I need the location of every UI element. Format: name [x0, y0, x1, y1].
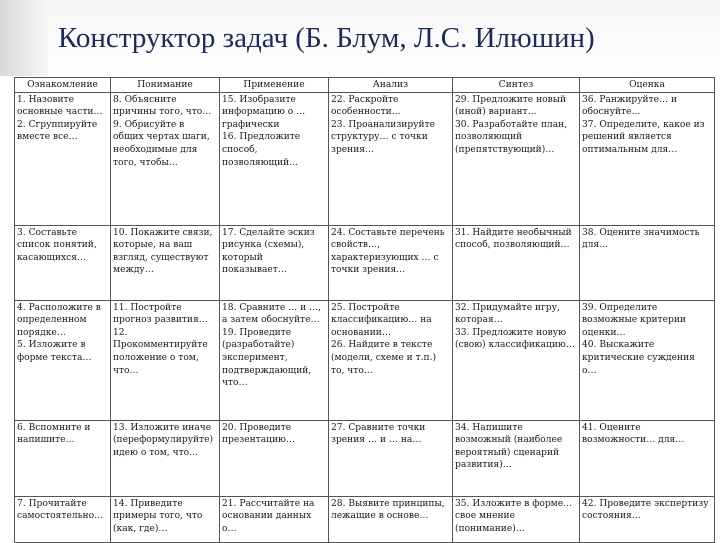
table-cell: [220, 420, 329, 496]
header-knowledge: Ознакомление: [15, 78, 111, 93]
cell-text: 28. Выявите принципы, лежащие в основе…: [331, 498, 448, 522]
cell-text: 6. Вспомните и напишите…: [17, 422, 94, 446]
table-cell: [453, 300, 580, 420]
table-cell: [329, 420, 453, 496]
table-row: [15, 225, 715, 300]
table-cell: [329, 225, 453, 300]
cell-text: 39. Определите возможные критерии оценки… 40. Выскажите критические суждения о…: [582, 302, 695, 376]
cell-text: 31. Найдите необычный способ, позволяющий…: [455, 227, 575, 251]
table-cell: [111, 92, 220, 225]
table-cell: [453, 225, 580, 300]
header-comprehension: Понимание: [111, 78, 220, 93]
header-application: Применение: [220, 78, 329, 93]
table-cell: [453, 92, 580, 225]
table-cell: [329, 92, 453, 225]
table-cell: [111, 300, 220, 420]
cell-text: 21. Рассчитайте на основании данных о…: [222, 498, 318, 534]
table-cell: [580, 300, 715, 420]
table-header-row: [15, 78, 715, 93]
table-cell: [15, 225, 111, 300]
cell-text: 20. Проведите презентацию…: [222, 422, 296, 446]
cell-text: 27. Сравните точки зрения … и … на…: [331, 422, 429, 446]
cell-text: 42. Проведите экспертизу состояния…: [582, 498, 712, 522]
header-synthesis: Синтез: [453, 78, 580, 93]
table-cell: [15, 92, 111, 225]
table-row: [15, 496, 715, 542]
table-cell: [580, 225, 715, 300]
cell-text: 34. Напишите возможный (наиболее вероятный) сценарий развития)…: [455, 422, 566, 471]
table-cell: [329, 300, 453, 420]
cell-text: 14. Приведите примеры того, что (как, где)…: [113, 498, 206, 534]
cell-text: 35. Изложите в форме… свое мнение (понимание)…: [455, 498, 576, 534]
header-evaluation: Оценка: [580, 78, 715, 93]
table-row: [15, 300, 715, 420]
table-cell: [111, 420, 220, 496]
table-cell: [580, 420, 715, 496]
cell-text: 18. Сравните … и …, а затем обоснуйте… 19. Проведите (разработайте) эксперимент, подтверждающий, что…: [222, 302, 322, 389]
cell-text: 24. Составьте перечень свойств…, характеризующих … с точки зрения…: [331, 227, 448, 276]
cell-text: 17. Сделайте эскиз рисунка (схемы), который показывает…: [222, 227, 318, 276]
cell-text: 25. Постройте классификацию… на основании… 26. Найдите в тексте (модели, схеме и т.п.) то, что…: [331, 302, 437, 376]
cell-text: 13. Изложите иначе (переформулируйте) идею о том, что…: [113, 422, 216, 458]
table-cell: [15, 420, 111, 496]
table-cell: [453, 496, 580, 542]
cell-text: 29. Предложите новый (иной) вариант… 30. Разработайте план, позволяющий (препятствующий)…: [455, 94, 568, 155]
cell-text: 11. Постройте прогноз развития… 12. Прокомментируйте положение о том, что…: [113, 302, 208, 376]
cell-text: 38. Оцените значимость для…: [582, 227, 703, 251]
table-cell: [453, 420, 580, 496]
table-cell: [329, 496, 453, 542]
table-cell: [580, 496, 715, 542]
table-row: [15, 420, 715, 496]
cell-text: 15. Изобразите информацию о … графически 16. Предложите способ, позволяющий…: [222, 94, 306, 168]
cell-text: 1. Назовите основные части… 2. Сгруппируйте вместе все…: [17, 94, 103, 143]
cell-text: 41. Оцените возможности… для…: [582, 422, 685, 446]
task-constructor-table: [14, 77, 715, 543]
decorative-strip: [0, 0, 48, 76]
cell-text: 22. Раскройте особенности… 23. Проанализируйте структуру… с точки зрения…: [331, 94, 435, 155]
table-cell: [220, 92, 329, 225]
table-cell: [220, 496, 329, 542]
cell-text: 10. Покажите связи, которые, на ваш взгляд, существуют между…: [113, 227, 216, 276]
header-analysis: Анализ: [329, 78, 453, 93]
table-cell: [580, 92, 715, 225]
cell-text: 4. Расположите в определенном порядке… 5. Изложите в форме текста…: [17, 302, 101, 363]
table-cell: [220, 300, 329, 420]
table-cell: [15, 300, 111, 420]
table-cell: [111, 496, 220, 542]
cell-text: 32. Придумайте игру, которая… 33. Предложите новую (свою) классификацию…: [455, 302, 575, 351]
cell-text: 36. Ранжируйте… и обоснуйте… 37. Определите, какое из решений является оптимальным для…: [582, 94, 705, 155]
slide-title: Конструктор задач (Б. Блум, Л.С. Илюшин): [58, 22, 595, 54]
table-cell: [111, 225, 220, 300]
table-row: [15, 92, 715, 225]
cell-text: 7. Прочитайте самостоятельно…: [17, 498, 104, 522]
cell-text: 8. Объясните причины того, что… 9. Обрисуйте в общих чертах шаги, необходимые для того, чтобы…: [113, 94, 212, 168]
table-cell: [220, 225, 329, 300]
table-cell: [15, 496, 111, 542]
cell-text: 3. Составьте список понятий, касающихся…: [17, 227, 100, 263]
